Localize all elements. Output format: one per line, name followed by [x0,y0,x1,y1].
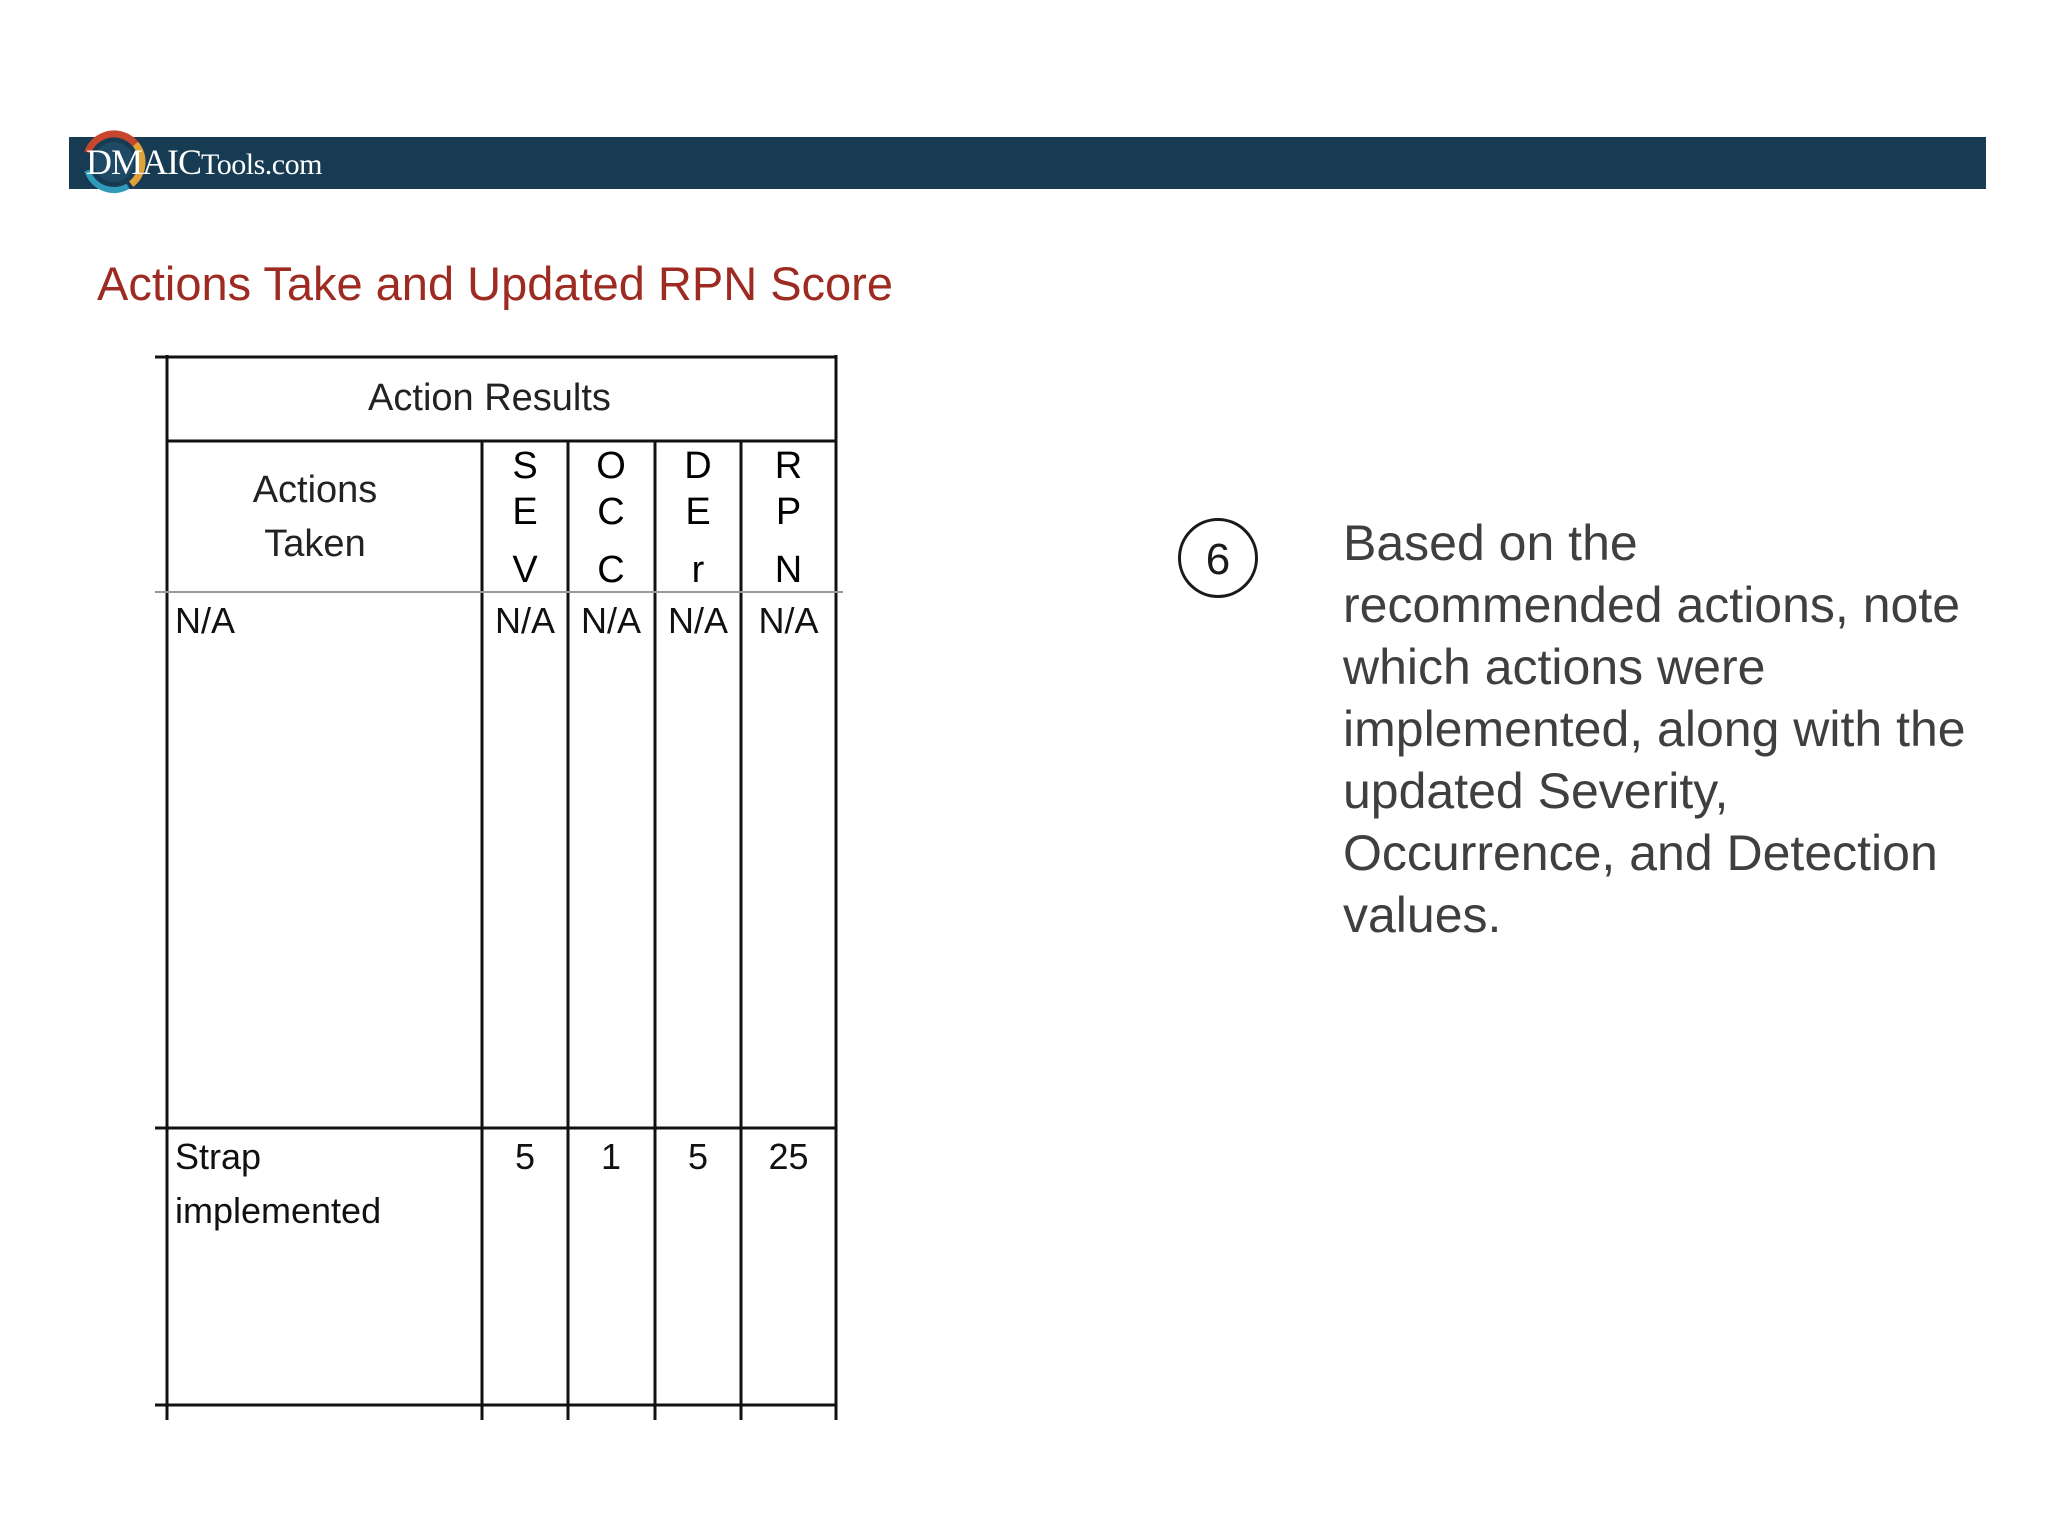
row-det-value: 5 [687,1136,709,1177]
header-letter: C [597,549,625,591]
explanation-line: recommended actions, note [1343,577,1961,633]
row-occ-value: N/A [580,600,641,641]
column-header-actions-taken [165,463,465,571]
header-letter: O [596,445,626,487]
row-action-taken-line-2: implemented [175,1190,382,1231]
column-header-det [655,445,741,591]
header-letter: r [691,549,705,591]
header-letter: S [512,445,538,487]
header-letter: N [774,549,803,591]
group-header-action-results: Action Results [368,377,611,419]
explanation-line: Occurrence, and Detection [1343,825,1938,881]
row-det-value: N/A [667,600,728,641]
row-action-taken-line-1: Strap [175,1136,262,1177]
step-number-badge [1178,518,1258,598]
explanation-line: values. [1343,887,1502,943]
row-sev-value: N/A [494,600,555,641]
header-letter: D [684,445,712,487]
header-letter: V [512,549,538,591]
slide-title: Actions Take and Updated RPN Score [97,257,893,310]
row-rpn-value: 25 [768,1136,809,1177]
actions-header-line-1: Actions [252,469,378,511]
header-letter: E [685,491,711,533]
explanation-line: updated Severity, [1343,763,1729,819]
explanation-line: implemented, along with the [1343,701,1966,757]
actions-header-line-2: Taken [264,523,366,565]
dmaic-tools-logo[interactable] [72,120,412,200]
row-sev-value: 5 [514,1136,536,1177]
row-occ-value: 1 [600,1136,622,1177]
column-header-occ [568,445,654,591]
header-letter: E [512,491,538,533]
explanation-line: Based on the [1343,515,1638,571]
column-header-sev [482,445,568,591]
header-letter: R [774,445,803,487]
row-rpn-value: N/A [758,600,819,641]
column-header-rpn [741,445,836,591]
header-letter: P [775,491,802,533]
header-letter: C [597,491,625,533]
row-action-taken: N/A [175,600,236,641]
step-explanation [1343,512,2023,946]
logo-text-dmaic: DMAIC [86,142,202,182]
logo-text-tools: Tools.com [201,148,322,181]
action-results-table [155,355,845,1420]
logo-wordmark [86,144,322,180]
step-number: 6 [1205,535,1231,584]
explanation-line: which actions were [1343,639,1766,695]
